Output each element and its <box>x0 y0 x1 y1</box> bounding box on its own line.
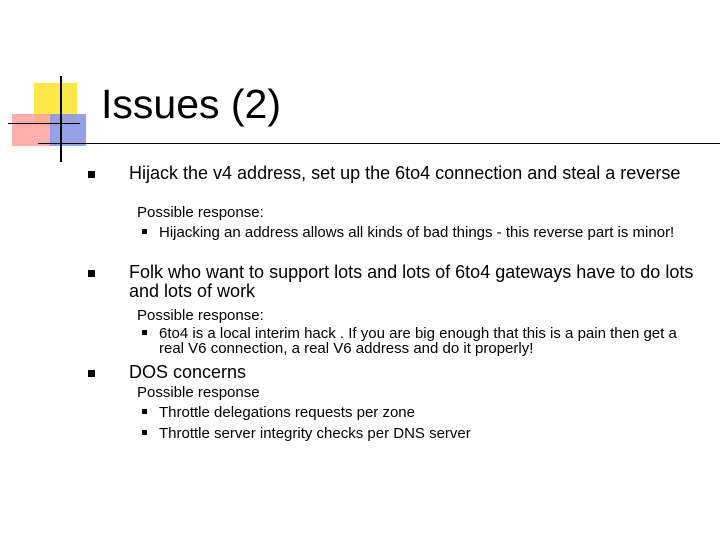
sub-item-2-1: 6to4 is a local interim hack . If you are big enough that this is a pain then get a real V6 connection, a real V6 address and do it properly! <box>159 325 677 357</box>
decor-short-line <box>8 123 80 124</box>
sub-item-1-1: Hijacking an address allows all kinds of bad things - this reverse part is minor! <box>159 224 675 241</box>
bullet-icon <box>88 270 95 277</box>
sub-item-3-1: Throttle delegations requests per zone <box>159 404 415 421</box>
bullet-icon <box>88 370 95 377</box>
sub-label-1: Possible response: <box>137 204 264 221</box>
sub-label-3: Possible response <box>137 384 260 401</box>
bullet-text-3: DOS concerns <box>129 362 247 382</box>
bullet-icon <box>88 171 95 178</box>
sub-bullet-icon <box>142 229 147 234</box>
sub-item-3-2: Throttle server integrity checks per DNS server <box>159 425 471 442</box>
slide-title: Issues (2) <box>101 81 281 127</box>
decor-vertical-line <box>60 76 62 162</box>
sub-bullet-icon <box>142 409 147 414</box>
bullet-text-1: Hijack the v4 address, set up the 6to4 connection and steal a reverse <box>129 163 681 183</box>
decor-red-square <box>12 114 52 146</box>
decor-blue-square <box>50 114 86 146</box>
sub-bullet-icon <box>142 430 147 435</box>
sub-bullet-icon <box>142 330 147 335</box>
bullet-text-2: Folk who want to support lots and lots of 6to4 gateways have to do lots and lots of work <box>129 262 694 301</box>
title-underline <box>38 143 720 144</box>
sub-label-2: Possible response: <box>137 307 264 324</box>
